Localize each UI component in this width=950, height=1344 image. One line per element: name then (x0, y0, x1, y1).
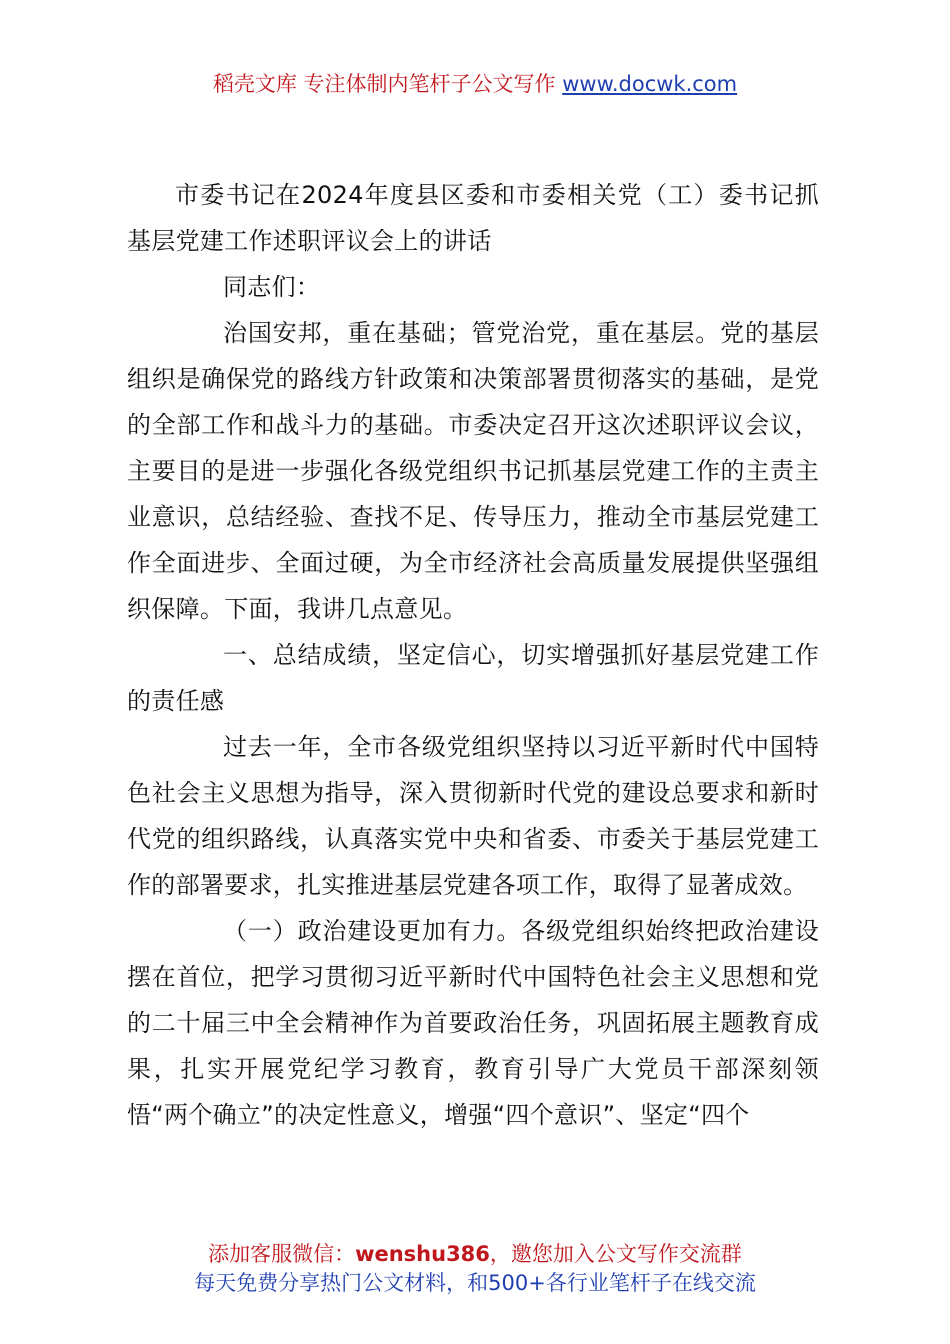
wechat-id: wenshu386 (355, 1242, 490, 1266)
page-header (0, 70, 950, 98)
footer-prefix: 添加客服微信： (208, 1242, 356, 1266)
page-footer (0, 1240, 950, 1298)
paragraph: 治国安邦，重在基础；管党治党，重在基层。党的基层组织是确保党的路线方针政策和决策部署贯彻落实的基础，是党的全部工作和战斗力的基础。市委决定召开这次述职评议会议，主要目的是进一步强化各级党组织书记抓基层党建工作的主责主业意识，总结经验、查找不足、传导压力，推动全市基层党建工作全面进步、全面过硬，为全市经济社会高质量发展提供坚强组织保障。下面，我讲几点意见。 (127, 319, 819, 623)
document-body (127, 172, 819, 1138)
document-title: 市委书记在2024年度县区委和市委相关党（工）委书记抓基层党建工作述职评议会上的讲话 (127, 181, 819, 255)
paragraph: （一）政治建设更加有力。各级党组织始终把政治建设摆在首位，把学习贯彻习近平新时代中国特色社会主义思想和党的二十届三中全会精神作为首要政治任务，巩固拓展主题教育成果，扎实开展党纪学习教育，教育引导广大党员干部深刻领悟“两个确立”的决定性意义，增强“四个意识”、坚定“四个 (127, 917, 819, 1129)
paragraph: 过去一年，全市各级党组织坚持以习近平新时代中国特色社会主义思想为指导，深入贯彻新时代党的建设总要求和新时代党的组织路线，认真落实党中央和省委、市委关于基层党建工作的部署要求，扎实推进基层党建各项工作，取得了显著成效。 (127, 733, 819, 899)
footer-contact-line (0, 1240, 950, 1269)
footer-promo-line: 每天免费分享热门公文材料，和500+各行业笔杆子在线交流 (194, 1271, 756, 1295)
footer-suffix: ，邀您加入公文写作交流群 (489, 1242, 742, 1266)
brand-text: 稻壳文库 专注体制内笔杆子公文写作 (212, 72, 556, 96)
section-heading: 一、总结成绩，坚定信心，切实增强抓好基层党建工作的责任感 (127, 641, 819, 715)
salutation: 同志们： (223, 273, 321, 301)
site-link[interactable]: www.docwk.com (562, 72, 738, 96)
